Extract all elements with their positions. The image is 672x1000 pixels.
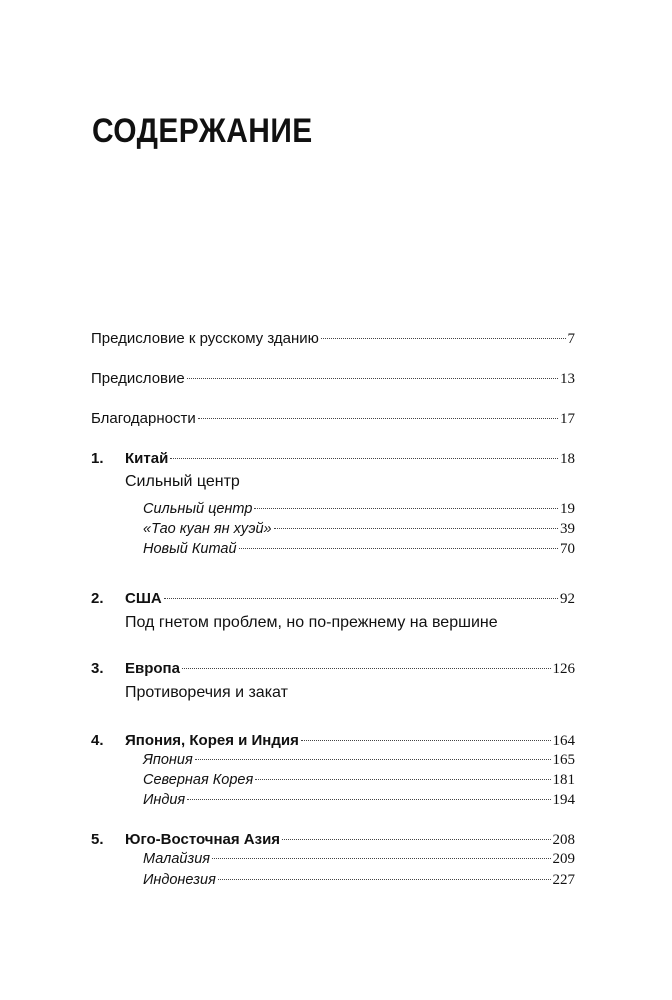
chapter-title: Европа	[125, 660, 180, 677]
toc-chapter-3[interactable]	[125, 660, 575, 680]
toc-entry-label: Предисловие	[91, 370, 185, 387]
chapter-number: 2.	[91, 590, 104, 607]
toc-chapter-5[interactable]	[125, 831, 575, 851]
section-label: «Тао куан ян хуэй»	[143, 521, 272, 537]
chapter-subtitle: Противоречия и закат	[125, 684, 288, 701]
chapter-number: 5.	[91, 831, 104, 848]
section-page: 181	[552, 772, 575, 788]
leader-dots	[182, 668, 551, 669]
toc-entry-preface[interactable]	[91, 370, 575, 390]
chapter-page: 126	[552, 661, 575, 677]
toc-section[interactable]	[143, 501, 575, 521]
section-page: 70	[560, 541, 575, 557]
leader-dots	[170, 458, 558, 459]
section-label: Малайзия	[143, 851, 210, 867]
leader-dots	[239, 548, 558, 549]
toc-chapter-2[interactable]	[125, 590, 575, 610]
chapter-title: США	[125, 590, 162, 607]
chapter-title: Юго-Восточная Азия	[125, 831, 281, 848]
page-title: СОДЕРЖАНИЕ	[92, 112, 313, 150]
leader-dots	[254, 508, 558, 509]
section-page: 39	[560, 521, 575, 537]
toc-entry-page: 13	[560, 371, 575, 387]
toc-entry-preface-russian[interactable]	[91, 330, 575, 350]
leader-dots	[187, 378, 558, 379]
leader-dots	[198, 418, 558, 419]
section-label: Индия	[143, 792, 186, 808]
toc-entry-label: Благодарности	[91, 410, 196, 427]
section-page: 209	[552, 851, 575, 867]
chapter-page: 208	[552, 832, 575, 848]
section-page: 227	[552, 872, 575, 888]
chapter-number: 1.	[91, 450, 104, 467]
chapter-title: Япония, Корея и Индия	[125, 732, 299, 749]
toc-section[interactable]	[143, 872, 575, 892]
toc-section[interactable]	[143, 792, 575, 812]
leader-dots	[255, 779, 550, 780]
chapter-number: 3.	[91, 660, 104, 677]
leader-dots	[164, 598, 558, 599]
toc-entry-page: 7	[567, 331, 575, 347]
leader-dots	[218, 879, 551, 880]
section-label: Новый Китай	[143, 541, 237, 557]
toc-section[interactable]	[143, 521, 575, 541]
toc-section[interactable]	[143, 851, 575, 871]
toc-chapter-4[interactable]	[125, 732, 575, 752]
chapter-subtitle: Под гнетом проблем, но по-прежнему на вершине	[125, 614, 498, 631]
leader-dots	[321, 338, 566, 339]
toc-entry-label: Предисловие к русскому зданию	[91, 330, 319, 347]
chapter-page: 18	[560, 451, 575, 467]
section-page: 194	[552, 792, 575, 808]
chapter-number: 4.	[91, 732, 104, 749]
chapter-title: Китай	[125, 450, 169, 467]
toc-section[interactable]	[143, 752, 575, 772]
leader-dots	[282, 839, 550, 840]
section-label: Индонезия	[143, 872, 216, 888]
chapter-page: 164	[552, 733, 575, 749]
leader-dots	[187, 799, 550, 800]
leader-dots	[274, 528, 558, 529]
section-page: 19	[560, 501, 575, 517]
toc-section[interactable]	[143, 772, 575, 792]
section-label: Сильный центр	[143, 501, 253, 517]
section-page: 165	[552, 752, 575, 768]
leader-dots	[212, 858, 551, 859]
section-label: Северная Корея	[143, 772, 254, 788]
toc-section[interactable]	[143, 541, 575, 561]
toc-entry-page: 17	[560, 411, 575, 427]
chapter-page: 92	[560, 591, 575, 607]
leader-dots	[195, 759, 551, 760]
chapter-subtitle: Сильный центр	[125, 473, 240, 490]
leader-dots	[301, 740, 551, 741]
toc-chapter-1[interactable]	[125, 450, 575, 470]
section-label: Япония	[143, 752, 193, 768]
toc-entry-acknowledgements[interactable]	[91, 410, 575, 430]
